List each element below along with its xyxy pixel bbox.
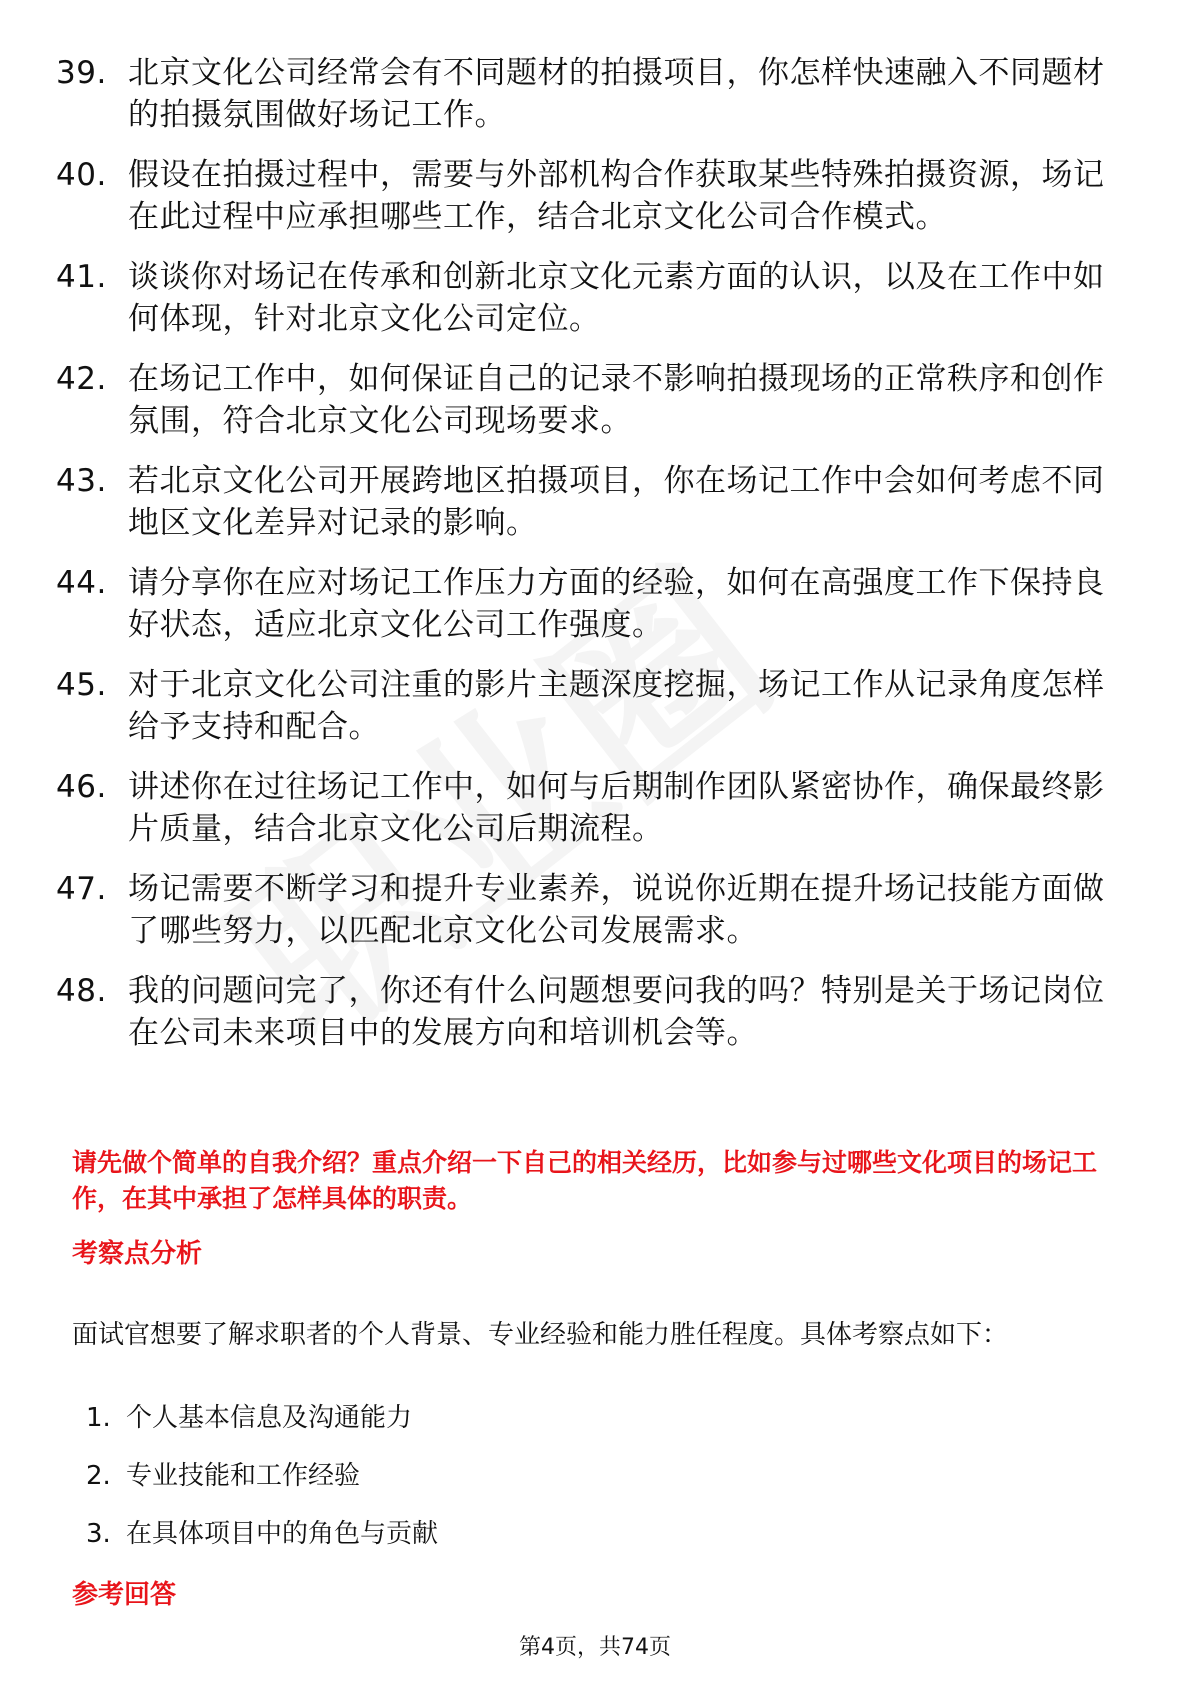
question-item — [0, 970, 1190, 1054]
analysis-point — [0, 1398, 438, 1438]
page-footer: 第4页，共74页 — [519, 1635, 671, 1660]
question-text: 假设在拍摄过程中，需要与外部机构合作获取某些特殊拍摄资源，场记在此过程中应承担哪些工作，结合北京文化公司合作模式。 — [128, 157, 1105, 235]
point-text: 个人基本信息及沟通能力 — [126, 1403, 413, 1433]
point-number: 3. — [86, 1519, 111, 1549]
question-number: 40. — [56, 157, 107, 193]
intro-question: 请先做个简单的自我介绍？重点介绍一下自己的相关经历，比如参与过哪些文化项目的场记工作，在其中承担了怎样具体的职责。 — [72, 1148, 1098, 1213]
point-text: 在具体项目中的角色与贡献 — [126, 1519, 439, 1549]
question-text: 在场记工作中，如何保证自己的记录不影响拍摄现场的正常秩序和创作氛围，符合北京文化公司现场要求。 — [128, 361, 1105, 439]
question-text: 我的问题问完了，你还有什么问题想要问我的吗？特别是关于场记岗位在公司未来项目中的发展方向和培训机会等。 — [128, 973, 1105, 1051]
question-number: 41. — [56, 259, 107, 295]
question-text: 请分享你在应对场记工作压力方面的经验，如何在高强度工作下保持良好状态，适应北京文化公司工作强度。 — [128, 565, 1105, 643]
question-item — [0, 664, 1190, 748]
question-number: 48. — [56, 973, 107, 1009]
question-list — [0, 52, 1190, 1072]
question-text: 对于北京文化公司注重的影片主题深度挖掘，场记工作从记录角度怎样给予支持和配合。 — [128, 667, 1105, 745]
point-number: 2. — [86, 1461, 111, 1491]
question-item — [0, 460, 1190, 544]
question-text: 谈谈你对场记在传承和创新北京文化元素方面的认识，以及在工作中如何体现，针对北京文化公司定位。 — [128, 259, 1105, 337]
question-text: 讲述你在过往场记工作中，如何与后期制作团队紧密协作，确保最终影片质量，结合北京文化公司后期流程。 — [128, 769, 1105, 847]
question-number: 39. — [56, 55, 107, 91]
point-text: 专业技能和工作经验 — [126, 1461, 361, 1491]
question-item — [0, 562, 1190, 646]
question-number: 44. — [56, 565, 107, 601]
question-item — [0, 154, 1190, 238]
analysis-point — [0, 1456, 438, 1496]
question-item — [0, 256, 1190, 340]
question-number: 47. — [56, 871, 107, 907]
analysis-points — [0, 1398, 438, 1572]
question-number: 46. — [56, 769, 107, 805]
question-item — [0, 766, 1190, 850]
question-number: 42. — [56, 361, 107, 397]
question-item — [0, 358, 1190, 442]
analysis-intro: 面试官想要了解求职者的个人背景、专业经验和能力胜任程度。具体考察点如下： — [72, 1320, 1009, 1350]
question-text: 北京文化公司经常会有不同题材的拍摄项目，你怎样快速融入不同题材的拍摄氛围做好场记工作。 — [128, 55, 1105, 133]
analysis-point — [0, 1514, 438, 1554]
question-item — [0, 52, 1190, 136]
question-text: 若北京文化公司开展跨地区拍摄项目，你在场记工作中会如何考虑不同地区文化差异对记录的影响。 — [128, 463, 1105, 541]
question-item — [0, 868, 1190, 952]
point-number: 1. — [86, 1403, 111, 1433]
answer-heading: 参考回答 — [72, 1580, 177, 1610]
analysis-heading: 考察点分析 — [72, 1239, 203, 1269]
question-number: 45. — [56, 667, 107, 703]
question-text: 场记需要不断学习和提升专业素养，说说你近期在提升场记技能方面做了哪些努力，以匹配北京文化公司发展需求。 — [128, 871, 1105, 949]
question-number: 43. — [56, 463, 107, 499]
